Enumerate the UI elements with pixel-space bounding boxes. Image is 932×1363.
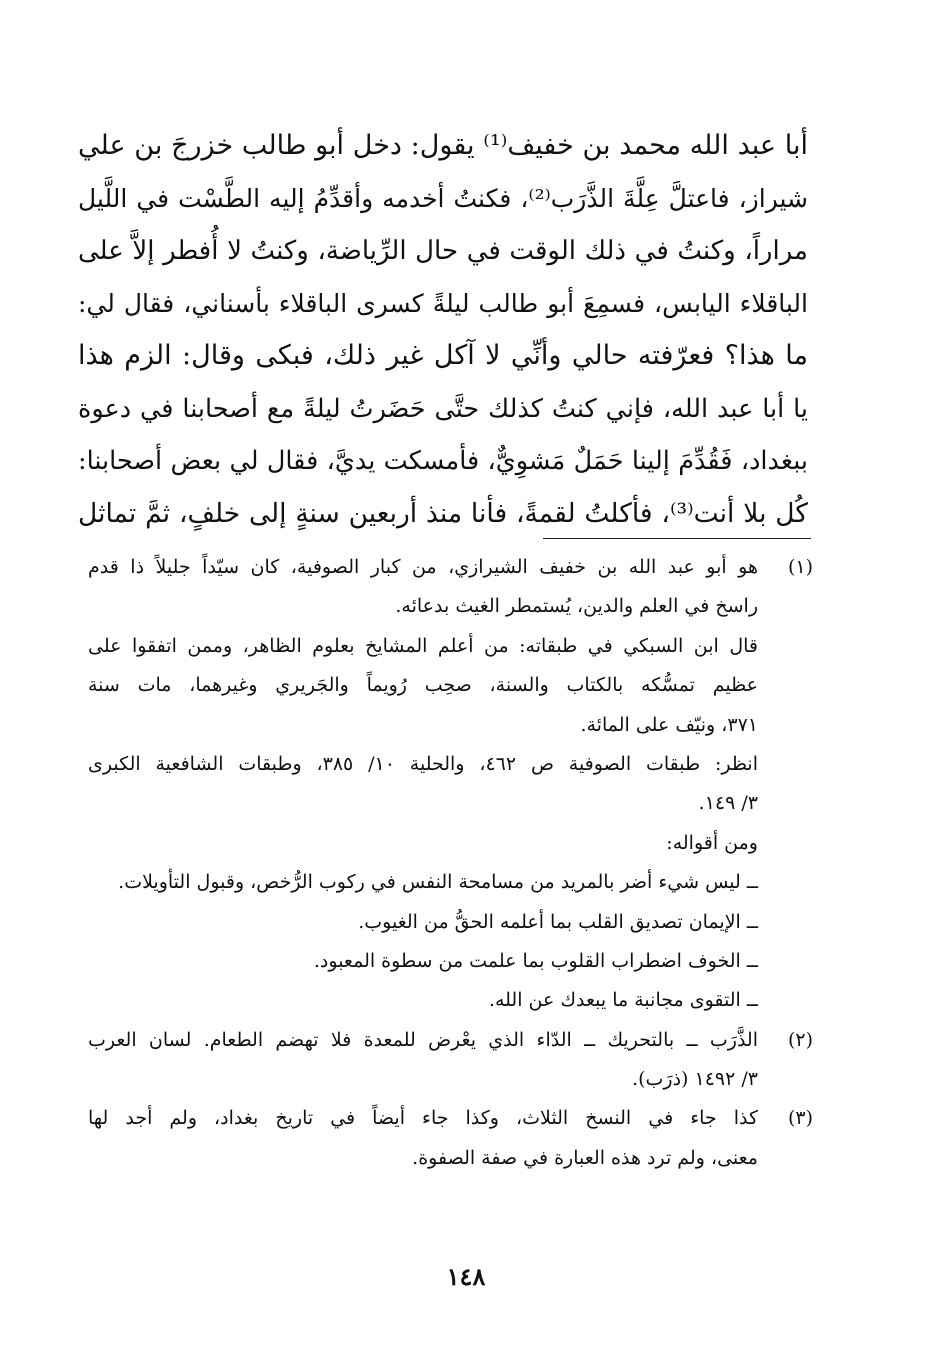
main-text-line: ما هذا؟ فعرّفته حالي وأنِّي لا آكل غير ذلك، فبكى وقال: الزم هذا <box>78 340 808 371</box>
footnote-line <box>88 548 813 587</box>
footnote-text: انظر: طبقات الصوفية ص ٤٦٢، والحلية ١٠/ ٣٨٥، وطبقات الشافعية الكبرى <box>88 752 758 775</box>
main-text-line: أبا عبد الله محمد بن خفيف⁽¹⁾ يقول: دخل أبو طالب خزرجَ بن علي <box>78 130 808 161</box>
page-number: ١٤٨ <box>446 1262 486 1291</box>
footnote-marker: (١) <box>787 556 813 578</box>
footnote-text: ــ التقوى مجانبة ما يبعدك عن الله. <box>488 989 758 1012</box>
footnote-line <box>88 981 813 1020</box>
footnote-marker: (٢) <box>787 1028 813 1051</box>
footnote-line <box>88 587 813 626</box>
main-text-line: ببغداد، فَقُدِّمَ إلينا حَمَلٌ مَشوِيٌّ، فأمسكت يديَّ، فقال لي بعض أصحابنا: <box>78 446 808 476</box>
footnote-text: عظيم تمسُّكه بالكتاب والسنة، صحِب رُويماً والجَريري وغيرهما، مات سنة <box>88 674 758 697</box>
footnote-text: معنى، ولم ترد هذه العبارة في صفة الصفوة. <box>412 1146 758 1169</box>
main-text-line: يا أبا عبد الله، فإني كنتُ كذلك حتَّى حَضَرتُ ليلةً مع أصحابنا في دعوة <box>78 393 808 424</box>
footnote-text: ــ الخوف اضطراب القلوب بما علمت من سطوة المعبود. <box>313 949 758 972</box>
footnote-line <box>88 627 813 666</box>
footnote-line <box>88 1139 813 1178</box>
footnotes-block <box>88 548 813 1178</box>
footnote-text: قال ابن السبكي في طبقاته: من أعلم المشايخ بعلوم الظاهر، وممن اتفقوا على <box>88 634 758 657</box>
main-text-line: شيراز، فاعتلَّ عِلَّةَ الذَّرَب⁽²⁾، فكنتُ أخدمه وأقدِّمُ إليه الطَّسْت في اللَّيل <box>78 183 808 213</box>
footnote-line <box>88 1021 813 1060</box>
footnote-text: كذا جاء في النسخ الثلاث، وكذا جاء أيضاً في تاريخ بغداد، ولم أجد لها <box>88 1107 758 1130</box>
main-text-line: مراراً، وكنتُ في ذلك الوقت في حال الرِّياضة، وكنتُ لا أُفطر إلاَّ على <box>78 236 808 266</box>
footnote-line <box>88 903 813 942</box>
footnote-text: ــ ليس شيء أضر بالمريد من مسامحة النفس في ركوب الرُّخص، وقبول التأويلات. <box>118 871 758 894</box>
footnote-line <box>88 1060 813 1099</box>
footnote-text: هو أبو عبد الله بن خفيف الشيرازي، من كبار الصوفية، كان سيّداً جليلاً ذا قدم <box>88 556 758 578</box>
footnote-line <box>88 824 813 863</box>
footnote-line <box>88 1099 813 1138</box>
footnote-text: ٣/ ١٤٩٢ (ذرَب). <box>632 1068 758 1091</box>
footnote-text: ومن أقواله: <box>666 831 758 854</box>
footnote-text: ٣٧١، ونيّف على المائة. <box>580 713 758 736</box>
footnote-line <box>88 745 813 784</box>
footnote-text: ــ الإيمان تصديق القلب بما أعلمه الحقُّ من الغيوب. <box>358 910 758 933</box>
footnote-line <box>88 863 813 902</box>
main-text-line: كُل بلا أنت⁽³⁾، فأكلتُ لقمةً، فأنا منذ أربعين سنةٍ إلى خلفٍ، ثمَّ تماثل <box>78 497 808 529</box>
main-text-line: الباقلاء اليابس، فسمِعَ أبو طالب ليلةً كسرى الباقلاء بأسناني، فقال لي: <box>78 288 808 318</box>
footnote-text: الذَّرَب ــ بالتحريك ــ الدّاء الذي يعْرض للمعدة فلا تهضم الطعام. لسان العرب <box>88 1028 758 1051</box>
footnote-text: راسخ في العلم والدين، يُستمطر الغيث بدعائه. <box>395 595 758 618</box>
footnote-line <box>88 784 813 823</box>
footnote-marker: (٣) <box>787 1107 813 1130</box>
footnote-line <box>88 706 813 745</box>
footnote-line <box>88 942 813 981</box>
footnote-text: ٣/ ١٤٩. <box>698 792 758 815</box>
footnote-divider <box>543 538 811 539</box>
main-text-block <box>78 120 808 540</box>
footnote-line <box>88 666 813 705</box>
